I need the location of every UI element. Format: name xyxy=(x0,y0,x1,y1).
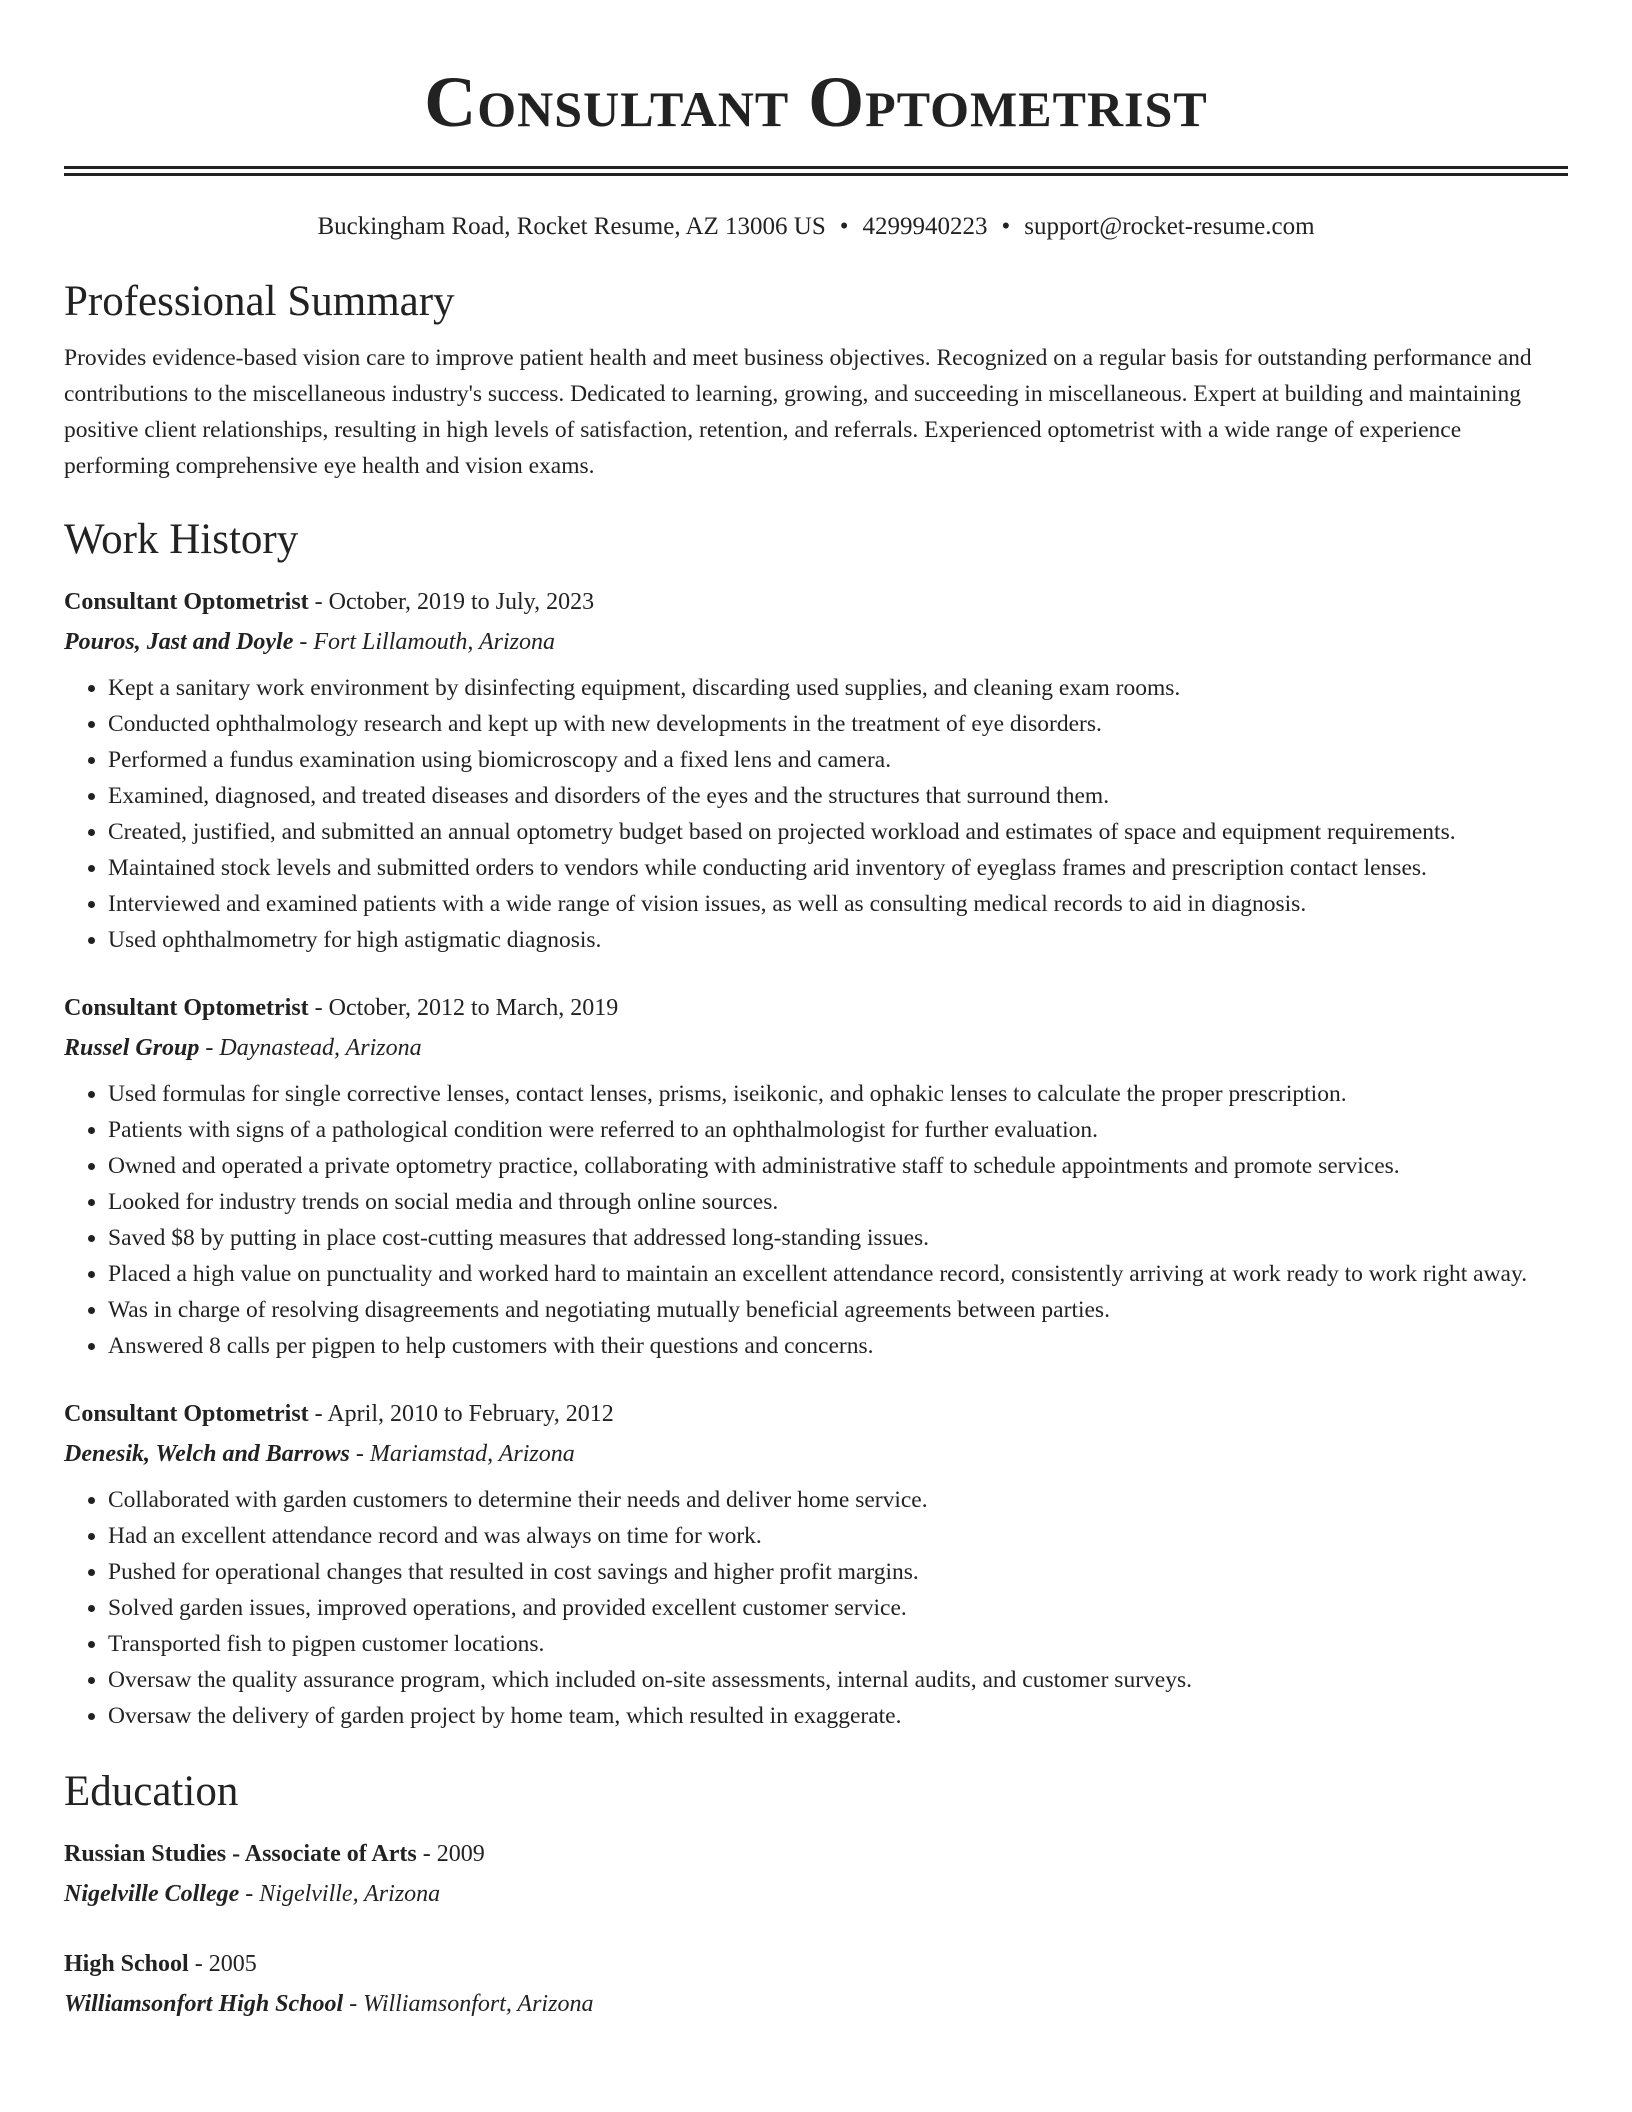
contact-line xyxy=(64,210,1568,244)
education-degree-line xyxy=(64,1944,1568,1984)
job-bullet: • Pushed for operational changes that resulted in cost savings and higher profit margins. xyxy=(108,1554,1568,1590)
job-title: Consultant Optometrist xyxy=(64,589,309,615)
work-history-section xyxy=(64,512,1568,1734)
job-title-line xyxy=(64,988,1568,1028)
job-title: Consultant Optometrist xyxy=(64,995,309,1021)
job-bullet: • Saved $8 by putting in place cost-cutting measures that addressed long-standing issues. xyxy=(108,1220,1568,1256)
education-degree: Russian Studies - Associate of Arts xyxy=(64,1841,417,1867)
summary-heading: Professional Summary xyxy=(64,278,455,325)
job-dates: - April, 2010 to February, 2012 xyxy=(308,1401,614,1427)
header-double-rule xyxy=(64,166,1568,176)
job-title-line xyxy=(64,582,1568,622)
contact-separator: • xyxy=(1001,213,1011,240)
job-location: - Mariamstad, Arizona xyxy=(349,1441,575,1467)
job-bullets xyxy=(64,1076,1568,1364)
job-company: Russel Group xyxy=(64,1035,200,1061)
job-bullets xyxy=(64,1482,1568,1734)
job-bullet: • Owned and operated a private optometry practice, collaborating with administrative staff to schedule appointments and promote services. xyxy=(108,1148,1568,1184)
job-entry xyxy=(64,582,1568,958)
job-bullet: • Was in charge of resolving disagreements and negotiating mutually beneficial agreements between parties. xyxy=(108,1292,1568,1328)
contact-address: Buckingham Road, Rocket Resume, AZ 13006 US xyxy=(317,213,826,240)
job-bullet: • Oversaw the quality assurance program, which included on-site assessments, internal audits, and customer surveys. xyxy=(108,1662,1568,1698)
job-bullet: • Interviewed and examined patients with a wide range of vision issues, as well as consulting medical records to aid in diagnosis. xyxy=(108,886,1568,922)
job-company-line xyxy=(64,1028,1568,1068)
summary-section xyxy=(64,274,1568,484)
resume-name: Consultant Optometrist xyxy=(424,62,1208,142)
education-degree: High School xyxy=(64,1951,189,1977)
job-bullet: • Kept a sanitary work environment by disinfecting equipment, discarding used supplies, and cleaning exam rooms. xyxy=(108,670,1568,706)
job-location: - Fort Lillamouth, Arizona xyxy=(293,629,555,655)
work-history-heading: Work History xyxy=(64,516,299,563)
job-bullet: • Had an excellent attendance record and was always on time for work. xyxy=(108,1518,1568,1554)
job-dates: - October, 2019 to July, 2023 xyxy=(308,589,595,615)
job-title-line xyxy=(64,1394,1568,1434)
job-company: Denesik, Welch and Barrows xyxy=(64,1441,350,1467)
job-bullet: • Placed a high value on punctuality and worked hard to maintain an excellent attendance record, consistently arriving at work ready to work right away. xyxy=(108,1256,1568,1292)
job-entry xyxy=(64,988,1568,1364)
job-bullet: • Used formulas for single corrective lenses, contact lenses, prisms, iseikonic, and ophakic lenses to calculate the proper prescription. xyxy=(108,1076,1568,1112)
education-year: - 2005 xyxy=(188,1951,257,1977)
contact-email: support@rocket-resume.com xyxy=(1024,213,1315,240)
job-bullet: • Examined, diagnosed, and treated diseases and disorders of the eyes and the structures that surround them. xyxy=(108,778,1568,814)
job-dates: - October, 2012 to March, 2019 xyxy=(308,995,619,1021)
education-section xyxy=(64,1764,1568,2024)
job-bullet: • Looked for industry trends on social media and through online sources. xyxy=(108,1184,1568,1220)
job-bullet: • Collaborated with garden customers to determine their needs and deliver home service. xyxy=(108,1482,1568,1518)
job-bullet: • Created, justified, and submitted an annual optometry budget based on projected workload and estimates of space and equipment requirements. xyxy=(108,814,1568,850)
job-bullet: • Used ophthalmometry for high astigmatic diagnosis. xyxy=(108,922,1568,958)
job-company-line xyxy=(64,622,1568,662)
job-bullet: • Solved garden issues, improved operations, and provided excellent customer service. xyxy=(108,1590,1568,1626)
job-company-line xyxy=(64,1434,1568,1474)
job-company: Pouros, Jast and Doyle xyxy=(64,629,294,655)
education-school-line xyxy=(64,1984,1568,2024)
education-heading: Education xyxy=(64,1768,239,1815)
education-school: Williamsonfort High School xyxy=(64,1991,344,2017)
contact-phone: 4299940223 xyxy=(862,213,988,240)
education-degree-line xyxy=(64,1834,1568,1874)
job-bullet: • Conducted ophthalmology research and kept up with new developments in the treatment of eye disorders. xyxy=(108,706,1568,742)
job-bullet: • Maintained stock levels and submitted orders to vendors while conducting arid inventory of eyeglass frames and prescription contact lenses. xyxy=(108,850,1568,886)
job-bullet: • Performed a fundus examination using biomicroscopy and a fixed lens and camera. xyxy=(108,742,1568,778)
education-location: - Williamsonfort, Arizona xyxy=(343,1991,594,2017)
education-entry xyxy=(64,1834,1568,1914)
job-bullet: • Transported fish to pigpen customer locations. xyxy=(108,1626,1568,1662)
education-location: - Nigelville, Arizona xyxy=(239,1881,441,1907)
education-school-line xyxy=(64,1874,1568,1914)
job-title: Consultant Optometrist xyxy=(64,1401,309,1427)
job-bullet: • Answered 8 calls per pigpen to help customers with their questions and concerns. xyxy=(108,1328,1568,1364)
education-year: - 2009 xyxy=(416,1841,485,1867)
job-bullet: • Oversaw the delivery of garden project by home team, which resulted in exaggerate. xyxy=(108,1698,1568,1734)
education-entry xyxy=(64,1944,1568,2024)
job-location: - Daynastead, Arizona xyxy=(199,1035,422,1061)
education-school: Nigelville College xyxy=(64,1881,240,1907)
job-bullets xyxy=(64,670,1568,958)
summary-text: Provides evidence-based vision care to improve patient health and meet business objectives. Recognized on a regular basis for outstanding performance and contributions to the miscellaneous industry's success. Dedicated to learning, growing, and succeeding in miscellaneous. Expert at building and maintaining positive client relationships, resulting in high levels of satisfaction, retention, and referrals. Experienced optometrist with a wide range of experience performing comprehensive eye health and vision exams. xyxy=(64,345,1532,479)
job-bullet: • Patients with signs of a pathological condition were referred to an ophthalmologist for further evaluation. xyxy=(108,1112,1568,1148)
contact-separator: • xyxy=(839,213,849,240)
job-entry xyxy=(64,1394,1568,1734)
